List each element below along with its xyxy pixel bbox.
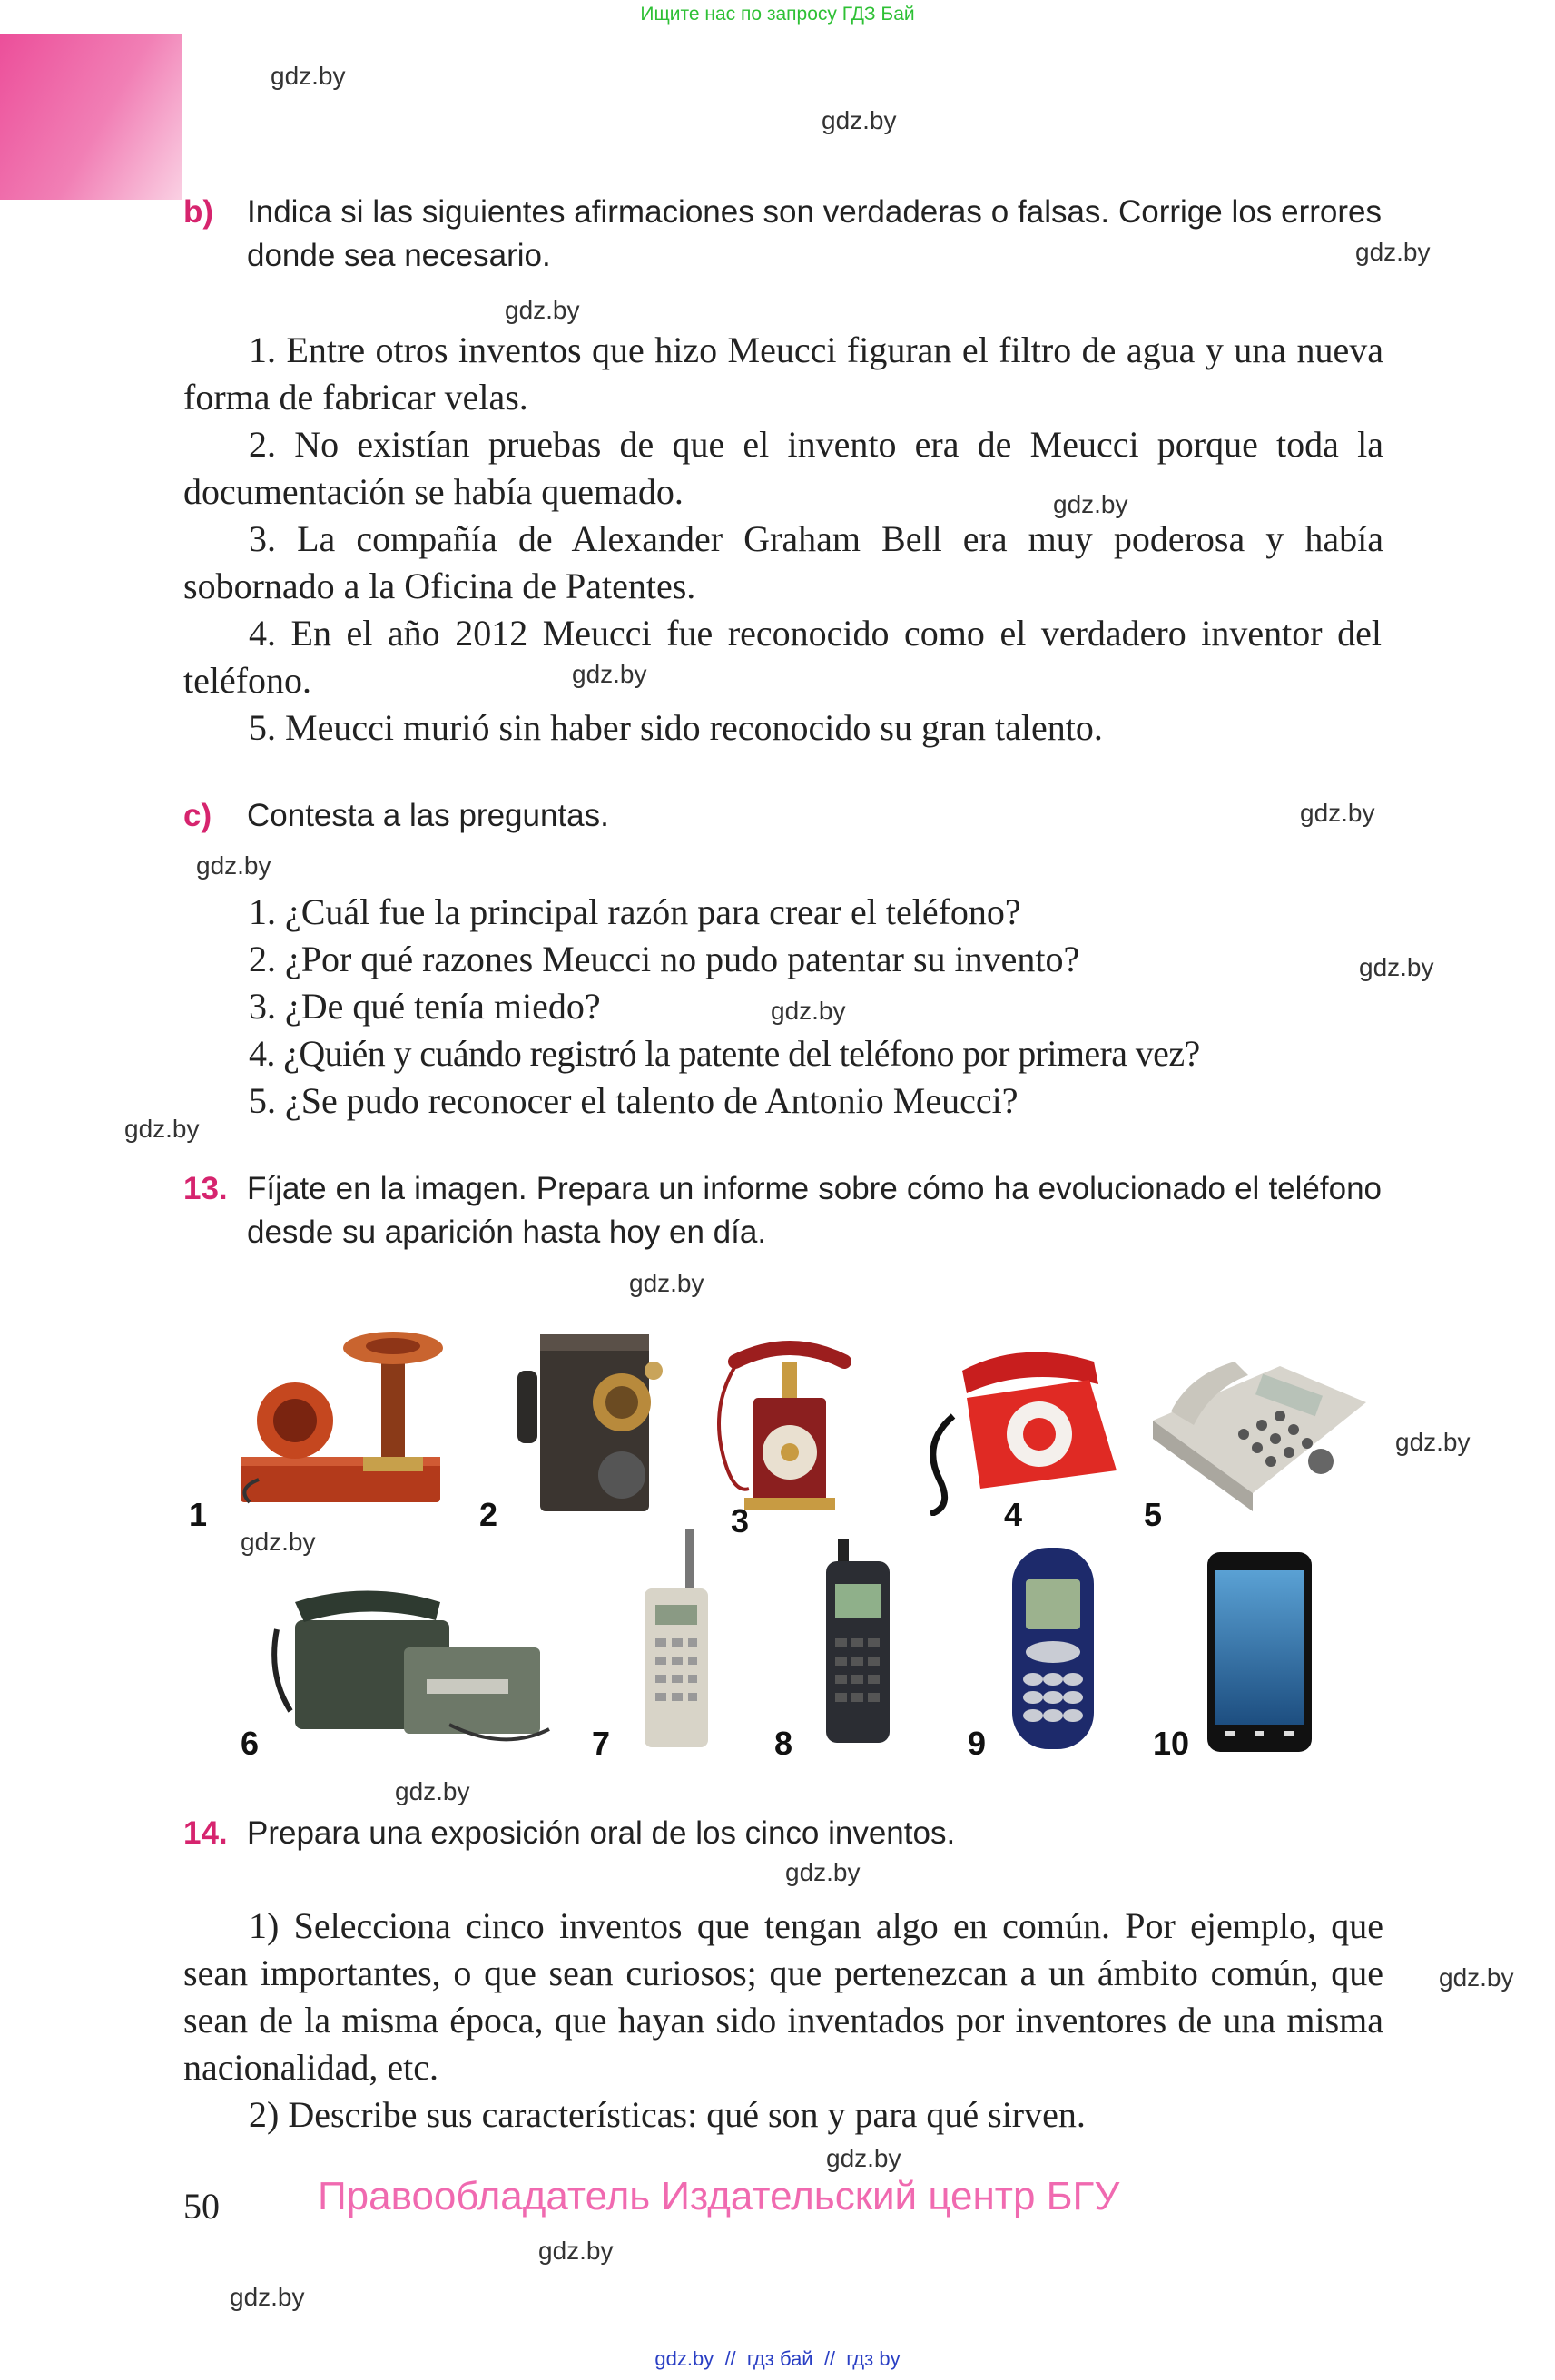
watermark: gdz.by (505, 296, 580, 324)
watermark: gdz.by (395, 1777, 470, 1805)
statement-1: 1. Entre otros inventos que hizo Meucci figuran el filtro de agua y una nueva forma de fabricar velas. (183, 329, 1383, 418)
phone-number-9: 9 (968, 1725, 987, 1762)
page-number: 50 (183, 2186, 220, 2227)
statement-3: 3. La compañía de Alexander Graham Bell era muy poderosa y había sobornado a la Oficina de Patentes. (183, 518, 1383, 606)
watermark: gdz.by (1300, 799, 1375, 827)
top-search-link[interactable]: Ищите нас по запросу ГДЗ Бай (640, 4, 915, 25)
phone-number-6: 6 (241, 1725, 260, 1762)
phone-number-5: 5 (1144, 1496, 1163, 1533)
statement-5: 5. Meucci murió sin haber sido reconocido su gran talento. (249, 707, 1103, 748)
watermark: gdz.by (124, 1115, 200, 1143)
phone-number-10: 10 (1153, 1725, 1190, 1762)
phone-number-3: 3 (731, 1502, 750, 1539)
watermark: gdz.by (1439, 1963, 1514, 1992)
phone-8-illustration (812, 1534, 903, 1756)
question-5: 5. ¿Se pudo reconocer el talento de Antonio Meucci? (249, 1080, 1019, 1121)
exercise-13-instruction: Fíjate en la imagen. Prepara un informe sobre cómo ha evolucionado el teléfono desde su aparición hasta hoy en día. (247, 1171, 1382, 1250)
phone-number-2: 2 (479, 1496, 498, 1533)
watermark: gdz.by (241, 1528, 316, 1556)
phone-1-illustration (231, 1321, 467, 1516)
phone-10-illustration (1203, 1548, 1316, 1756)
footer-links[interactable]: gdz.by // гдз бай // гдз by (654, 2347, 901, 2370)
watermark: gdz.by (822, 106, 897, 134)
watermark: gdz.by (785, 1858, 861, 1886)
watermark: gdz.by (1359, 953, 1434, 981)
exercise-14-instruction: Prepara una exposición oral de los cinco inventos. (247, 1815, 956, 1851)
exercise-14-step-1: 1) Selecciona cinco inventos que tengan algo en común. Por ejemplo, que sean importantes, o que sean curiosos; que pertenezcan a un ámbito común, que sean de la misma época, que hayan sido inventados por inventores de una misma nacionalidad, etc. (183, 1905, 1383, 2088)
statement-4: 4. En el año 2012 Meucci fue reconocido como el verdadero inventor del teléfono. (183, 613, 1382, 701)
watermark: gdz.by (271, 62, 346, 90)
phone-3-illustration (699, 1330, 881, 1520)
corner-decoration (0, 34, 182, 200)
phone-number-4: 4 (1004, 1496, 1023, 1533)
statement-2: 2. No existían pruebas de que el invento era de Meucci porque toda la documentación se había quemado. (183, 424, 1383, 512)
question-4: 4. ¿Quién y cuándo registró la patente del teléfono por primera vez? (249, 1033, 1200, 1074)
phone-5-illustration (1135, 1339, 1380, 1520)
watermark: gdz.by (1053, 490, 1128, 518)
phone-2-illustration (508, 1316, 681, 1520)
phone-number-7: 7 (592, 1725, 611, 1762)
section-c-instruction: Contesta a las preguntas. (247, 798, 609, 833)
question-3: 3. ¿De qué tenía miedo? (249, 986, 601, 1027)
watermark: gdz.by (826, 2144, 901, 2172)
section-b-label: b) (183, 194, 214, 230)
watermark: gdz.by (1395, 1428, 1471, 1456)
watermark: gdz.by (771, 997, 846, 1025)
phone-6-illustration (268, 1566, 558, 1752)
section-b-instruction: Indica si las siguientes afirmaciones son verdaderas o falsas. Corrige los errores donde sea necesario. (247, 194, 1382, 273)
watermark: gdz.by (629, 1269, 704, 1297)
question-2: 2. ¿Por qué razones Meucci no pudo patentar su invento? (249, 939, 1080, 979)
watermark: gdz.by (196, 851, 271, 880)
phone-number-1: 1 (189, 1496, 208, 1533)
watermark: gdz.by (1355, 238, 1431, 266)
phone-9-illustration (1003, 1543, 1103, 1756)
exercise-14-number: 14. (183, 1815, 228, 1851)
watermark: gdz.by (538, 2237, 614, 2265)
question-1: 1. ¿Cuál fue la principal razón para crear el teléfono? (249, 891, 1021, 932)
phone-4-illustration (912, 1334, 1126, 1516)
phone-7-illustration (635, 1525, 726, 1756)
watermark: gdz.by (572, 660, 647, 688)
exercise-13-number: 13. (183, 1171, 228, 1206)
section-c-label: c) (183, 798, 212, 833)
phone-number-8: 8 (774, 1725, 793, 1762)
rights-holder: Правообладатель Издательский центр БГУ (318, 2174, 1120, 2218)
watermark: gdz.by (230, 2283, 305, 2311)
exercise-14-step-2: 2) Describe sus características: qué son y para qué sirven. (249, 2094, 1086, 2135)
